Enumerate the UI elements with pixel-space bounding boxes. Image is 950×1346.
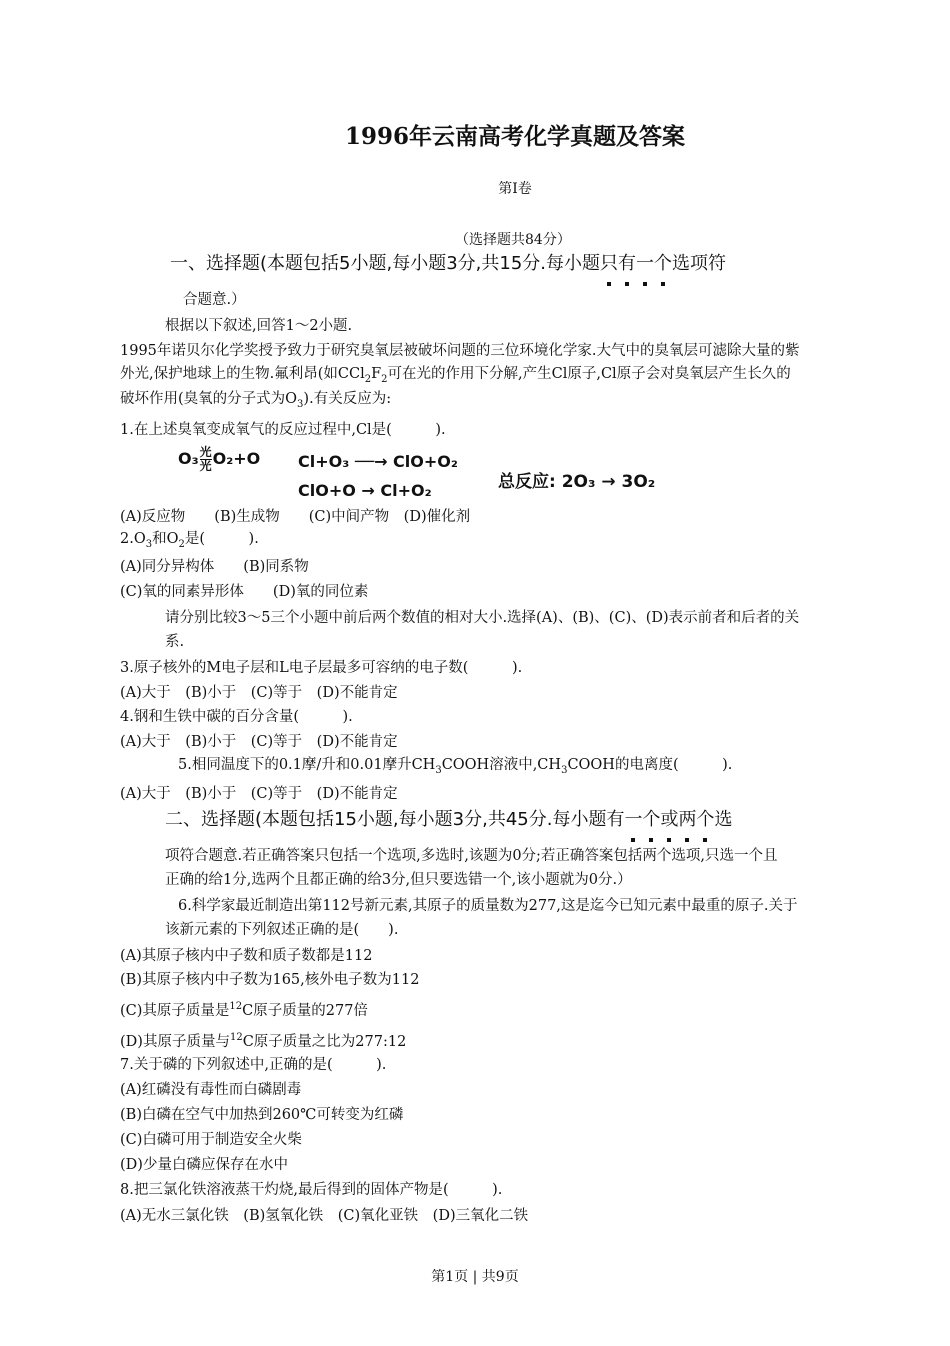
- question-5-options: (A)大于 (B)小于 (C)等于 (D)不能肯定: [120, 786, 398, 802]
- question-7-option-d: (D)少量白磷应保存在水中: [120, 1157, 288, 1173]
- question-7-option-a: (A)红磷没有毒性而白磷剧毒: [120, 1082, 302, 1098]
- section-1-heading: 一、选择题(本题包括5小题,每小题3分,共15分.每小题只有一个选项符: [170, 253, 726, 274]
- question-6-line-2: 该新元素的下列叙述正确的是( ).: [165, 922, 399, 938]
- section-2-heading: 二、选择题(本题包括15小题,每小题3分,共45分.每小题有一个或两个选: [165, 809, 733, 830]
- question-8-options: (A)无水三氯化铁 (B)氢氧化铁 (C)氧化亚铁 (D)三氧化二铁: [120, 1208, 529, 1224]
- section-1-heading-cont: 合题意.）: [183, 292, 246, 308]
- passage-line-3: 破坏作用(臭氧的分子式为$O_3$).有关反应为:: [120, 391, 392, 410]
- question-6-option-b: (B)其原子核内中子数为165,核外电子数为112: [120, 972, 420, 988]
- question-6-option-a: (A)其原子核内中子数和质子数都是112: [120, 948, 373, 964]
- section-2-rule-2: 正确的给1分,选两个且都正确的给3分,但只要选错一个,该小题就为0分.）: [165, 872, 632, 888]
- question-6-line-1: 6.科学家最近制造出第112号新元素,其原子的质量数为277,这是迄今已知元素中最重的原子.关于: [178, 898, 798, 914]
- question-2-options-2: (C)氧的同素异形体 (D)氧的同位素: [120, 584, 369, 600]
- document-title: 1996年云南高考化学真题及答案: [344, 123, 685, 150]
- passage-line-1: 1995年诺贝尔化学奖授予致力于研究臭氧层被破坏问题的三位环境化学家.大气中的臭氧层可滤除大量的紫: [120, 343, 800, 359]
- question-3-options: (A)大于 (B)小于 (C)等于 (D)不能肯定: [120, 685, 398, 701]
- question-4-options: (A)大于 (B)小于 (C)等于 (D)不能肯定: [120, 734, 398, 750]
- question-4: 4.钢和生铁中碳的百分含量( ).: [120, 709, 353, 725]
- volume-label: 第Ⅰ卷: [498, 181, 532, 197]
- compare-intro-2: 系.: [165, 634, 185, 650]
- question-6-option-d: (D)其原子质量与$^{12}$C原子质量之比为277:12: [120, 1032, 407, 1050]
- question-1: 1.在上述臭氧变成氧气的反应过程中,Cl是( ).: [120, 422, 446, 438]
- question-1-options: (A)反应物 (B)生成物 (C)中间产物 (D)催化剂: [120, 509, 471, 525]
- intro-text: 根据以下叙述,回答1～2小题.: [165, 318, 353, 334]
- question-5: 5.相同温度下的0.1摩/升和0.01摩升$CH_3COOH$溶液中$,CH_3COOH$的电离度( ).: [178, 757, 733, 776]
- question-7-option-c: (C)白磷可用于制造安全火柴: [120, 1132, 302, 1148]
- page-footer: 第1页 | 共9页: [431, 1269, 519, 1285]
- question-2: $2.O_3$和$O_2$是( ).: [120, 531, 259, 550]
- question-8: 8.把三氯化铁溶液蒸干灼烧,最后得到的固体产物是( ).: [120, 1182, 503, 1198]
- passage-line-2: 外光,保护地球上的生物.氟利昂(如$CCl_2F_2$可在光的作用下分解,产生Cl原子,Cl原子会对臭氧层产生长久的: [120, 366, 791, 385]
- question-3: 3.原子核外的M电子层和L电子层最多可容纳的电子数( ).: [120, 660, 523, 676]
- total-reaction: 总反应: 2O₃ → 3O₂: [498, 472, 656, 492]
- compare-intro-1: 请分别比较3～5三个小题中前后两个数值的相对大小.选择(A)、(B)、(C)、(D)表示前者和后者的关: [165, 610, 800, 626]
- reaction-3: ClO+O → Cl+O₂: [298, 481, 432, 500]
- question-7: 7.关于磷的下列叙述中,正确的是( ).: [120, 1057, 387, 1073]
- reaction-1: $O_3\frac{\text{光}}{\text{光}}$ O₂+O: [178, 445, 261, 473]
- section-2-rule-1: 项符合题意.若正确答案只包括一个选项,多选时,该题为0分;若正确答案包括两个选项,只选一个且: [165, 848, 778, 864]
- question-2-options-1: (A)同分异构体 (B)同系物: [120, 559, 309, 575]
- section-note: （选择题共84分）: [455, 232, 571, 248]
- question-6-option-c: (C)其原子质量是$^{12}$C原子质量的277倍: [120, 1001, 368, 1019]
- reaction-2: Cl+O₃ ──→ ClO+O₂: [298, 452, 458, 471]
- question-7-option-b: (B)白磷在空气中加热到260℃可转变为红磷: [120, 1107, 404, 1123]
